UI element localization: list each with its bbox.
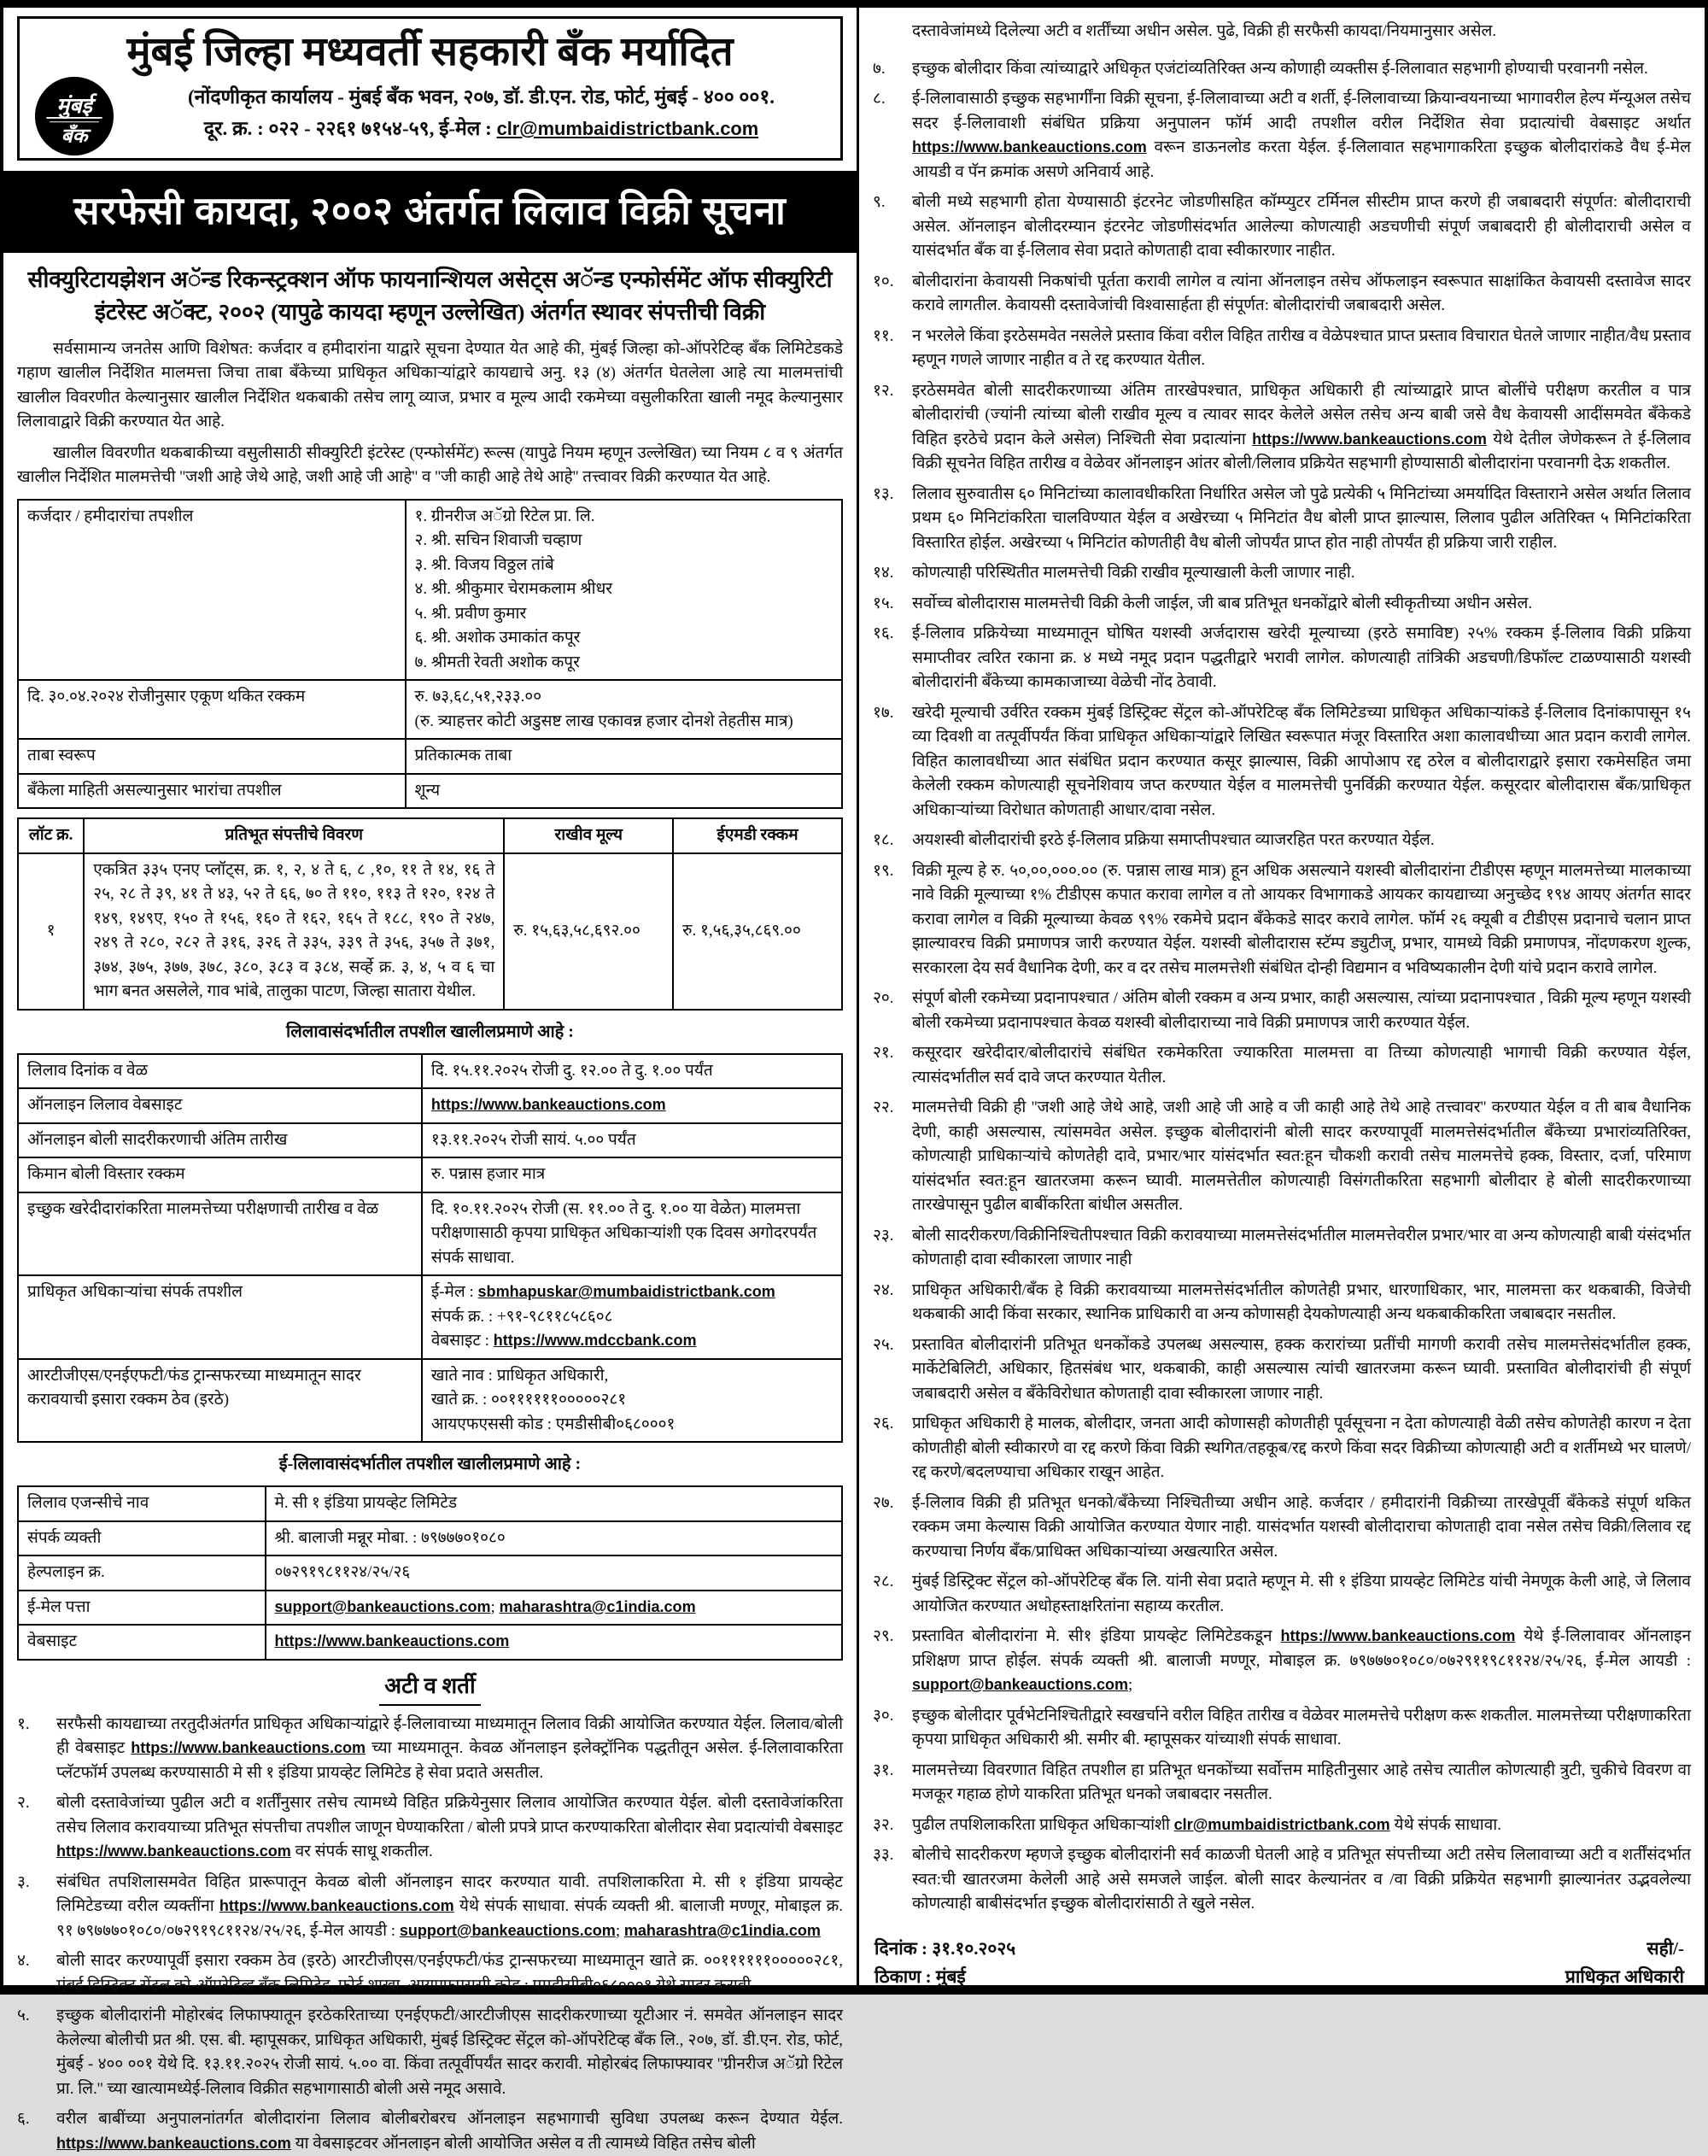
row-label-cell: किमान बोली विस्तार रक्कम (18, 1157, 422, 1192)
term-number: १९. (873, 861, 894, 880)
term-number: २०. (873, 989, 894, 1007)
term-number: ३२. (873, 1815, 894, 1834)
term-item (17, 1949, 843, 1998)
term-item (873, 622, 1691, 695)
property-description: एकत्रित ३३५ एनए प्लॉट्स, क्र. १, २, ४ ते ६, ८ ,१०, ११ ते १४, १६ ते २५, २८ ते ३९, ४१ ते ४३, ५२ ते ६६, ७० ते ११०, ११३ ते १२०, १२४ ते १४९, १४९ए, १५० ते १५६, १६० ते १६२, १६५ ते १८८, १९० ते २४७, २४९ ते २८०, २८२ ते ३१६, ३२६ ते ३३५, ३३९ ते ३५६, ३५७ ते ३७१, ३७४, ३७५, ३७७, ३७८, ३८०, ३८३ व ३८४, सर्व्हे क्र. ३, ४, ५ व ६ चा भाग बनत असलेले, गाव भांबे, तालुका पाटण, जिल्हा सातारा येथील. (84, 853, 504, 1010)
term-text: बोली दस्तावेजांच्या पुढील अटी व शर्तींनुसार तसेच त्यामध्ये विहित प्रक्रियेनुसार लिलाव आयोजित करण्यात येईल. बोली दस्तावेजांकरिता तसेच लिलाव करावयाच्या प्रतिभूत संपत्तीचा तपशील जाणून घेण्याकरिता / बोली प्रपत्रे प्राप्त करण्याकरिता बोलीदार सेवा प्रदात्यांची वेबसाइट https://www.bankeauctions.com वर संपर्क साधू शकतील. (56, 1794, 843, 1861)
link[interactable]: sbmhapuskar@mumbaidistrictbank.com (477, 1283, 775, 1301)
bank-contact-line: दूर. क्र. : ०२२ - २२६१ ७१५४-५९, ई-मेल : clr@mumbaidistrictbank.com (203, 118, 759, 140)
term-text: खरेदी मूल्याची उर्वरित रक्कम मुंबई डिस्ट्रिक्ट सेंट्रल को-ऑपरेटिव्ह बँक लिमिटेडच्या प्राधिकृत अधिकाऱ्यांकडे ई-लिलाव दिनांकापासून १५ व्या दिवशी वा तत्पूर्वीपर्यंत किंवा प्राधिकृत अधिकाऱ्यांद्वारे लिखित स्वरूपात मंजूर विस्तारित अशा कालावधीच्या आत प्रदान करावी लागेल. विहित कालावधीच्या आत संबंधित प्रदान करण्यात कसूर झाल्यास, विक्री आपोआप रद्द ठरेल व बोलीदाराद्वारे इसारा रकमेसहित जमा केलेली रक्कम कोणत्याही सूचनेशिवाय जप्त करण्यात येईल व मालमत्तेची पुनर्विक्री करण्यात येईल. कसूरदार बोलीदारास बँक/प्राधिकृत अधिकाऱ्यांच्या विरोधात कोणताही आधार/दावा नसेल. (912, 703, 1691, 819)
term-text: बोलीदारांना केवायसी निकषांची पूर्तता करावी लागेल व त्यांना ऑनलाइन तसेच ऑफलाइन स्वरूपात साक्षांकित केवायसी दस्तावेज सादर करावे लागतील. केवायसी दस्तावेजांची विश्वासार्हता ही संपूर्णत: बोलीदारांची जबाबदारी असेल. (912, 272, 1691, 314)
link[interactable]: maharashtra@c1india.com (499, 1597, 696, 1615)
table-row (18, 1486, 842, 1521)
eauction-details-title: ई-लिलावासंदर्भातील तपशील खालीलप्रमाणे आहे : (278, 1455, 582, 1474)
col-header-emd: ईएमडी रक्कम (673, 818, 842, 853)
term-number: १२. (873, 381, 894, 400)
term-item (873, 1843, 1691, 1917)
term-number: ११. (873, 326, 894, 345)
term-text: मुंबई डिस्ट्रिक्ट सेंट्रल को-ऑपरेटिव्ह बँक लि. यांनी सेवा प्रदाते म्हणून मे. सी १ इंडिया प्रायव्हेट लिमिटेड यांची नेमणूक केली आहे, जे लिलाव आयोजित करण्यात अधोहस्ताक्षरितांना सहाय्य करतील. (912, 1573, 1691, 1615)
term-item (873, 325, 1691, 373)
row-value-cell: प्रतिकात्मक ताबा (406, 739, 842, 774)
term-text: इच्छुक बोलीदार किंवा त्यांच्याद्वारे अधिकृत एजंटांव्यतिरिक्त अन्य कोणाही व्यक्तीस ई-लिलावात सहभागी होण्याची परवानगी नसेल. (912, 59, 1648, 78)
term-item (873, 1041, 1691, 1090)
row-label-cell: वेबसाइट (18, 1625, 266, 1660)
col-header-reserve-price: राखीव मूल्य (504, 818, 673, 853)
term-item (873, 1704, 1691, 1753)
link[interactable]: https://www.bankeauctions.com (56, 2134, 291, 2152)
terms-list-right (873, 51, 1691, 1923)
row-label-cell: इच्छुक खरेदीदारांकरिता मालमत्तेच्या परीक्षणाची तारीख व वेळ (18, 1192, 422, 1276)
authorised-officer: प्राधिकृत अधिकारी (1565, 1966, 1684, 1988)
term-text: ई-लिलावासाठी इच्छुक सहभार्गींना विक्री सूचना, ई-लिलावाच्या अटी व शर्ती, ई-लिलावाच्या क्रियान्वयनाच्या भागावरील हेल्प मॅन्यूअल तसेच सदर ई-लिलावाशी संबंधित प्रक्रिया अनुपालन फॉर्म आदी तपशील वरील निर्देशित सेवा प्रदात्यांची वेबसाइट अर्थात https://www.bankeauctions.com वरून डाऊनलोड करता येईल. ई-लिलावात सहभागाकरिता इच्छुक बोलीदारांकडे वैध ई-मेल आयडी व पॅन क्रमांक असणे अनिवार्य आहे. (912, 90, 1691, 181)
link[interactable]: https://www.bankeauctions.com (219, 1897, 454, 1915)
link[interactable]: https://www.bankeauctions.com (1280, 1627, 1516, 1644)
row-value-cell: दि. १०.११.२०२५ रोजी (स. ११.०० ते दु. १.०० या वेळेत) मालमत्ता परीक्षणासाठी कृपया प्राधिकृत अधिकाऱ्यांशी एक दिवस अगोदरपर्यंत संपर्क साधावा. (422, 1192, 842, 1276)
link[interactable]: support@bankeauctions.com (912, 1676, 1129, 1693)
row-label-cell: लिलाव एजन्सीचे नाव (18, 1486, 266, 1521)
right-column (859, 8, 1705, 1988)
term-number: २१. (873, 1044, 894, 1062)
term-item (873, 592, 1691, 617)
link[interactable]: clr@mumbaidistrictbank.com (1173, 1815, 1390, 1833)
term-item (873, 270, 1691, 319)
term-number: ८. (873, 90, 886, 108)
intro-paragraph-1: सर्वसामान्य जनतेस आणि विशेषत: कर्जदार व हमीदारांना याद्वारे सूचना देण्यात येत आहे की, मुंबई जिल्हा को-ऑपरेटिव्ह बँक लिमिटेडकडे गहाण खालील निर्देशित मालमत्ता जिचा ताबा बँकेच्या प्राधिकृत अधिकाऱ्यांद्वारे कायद्याचे अनु. १३ (४) अंतर्गत घेतलेला आहे त्या मालमत्तांची खालील विवरणीत केल्यानुसार खालील निर्देशित थकबाकी तसेच लागू व्याज, प्रभार व मूल्य आदी रकमेच्या वसुलीकरिता खाली नमूद केल्यानुसार लिलावाद्वारे विक्री करण्यात येत आहे. (17, 339, 843, 431)
row-value-cell: १. ग्रीनरीज अॅग्रो रिटेल प्रा. लि. २. श्री. सचिन शिवाजी चव्हाण ३. श्री. विजय विठ्ठल तांबे ४. श्री. श्रीकुमार चेरामकलाम श्रीधर ५. श्री. प्रवीण कुमार ६. श्री. अशोक उमाकांत कपूर ७. श्रीमती रेवती अशोक कपूर (406, 500, 842, 681)
term-text: न भरलेले किंवा इरठेसमवेत नसलेले प्रस्ताव किंवा वरील विहित तारीख व वेळेपश्चात प्राप्त प्रस्ताव विचारात घेतले जाणार नाहीत/वैध प्रस्ताव म्हणून गणले जाणार नाहीत व ते रद्द करण्यात येतील. (912, 326, 1691, 369)
term-text: कसूरदार खरेदीदार/बोलीदारांचे संबंधित रकमेकरिता ज्याकरिता मालमत्ता वा तिच्या कोणत्याही भागाची विक्री करण्यात येईल, त्यासंदर्भातील सर्व दावे जप्त करण्यात येतील. (912, 1044, 1691, 1087)
link[interactable]: https://www.mdccbank.com (493, 1332, 697, 1350)
term-item (873, 1759, 1691, 1807)
row-value-cell (266, 1625, 843, 1660)
auction-details-table (17, 1053, 843, 1444)
term-text: प्रस्तावित बोलीदारांना मे. सी१ इंडिया प्रायव्हेट लिमिटेडकडून https://www.bankeauctions.com येथे ई-लिलावावर ऑनलाइन प्रशिक्षण प्राप्त होईल. संपर्क व्यक्ती श्री. बालाजी मण्णूर, मोबाइल क्र. ७९७७७०१०८०/०७२९११९८११२४/२५/२६, ई-मेल आयडी : support@bankeauctions.com; (912, 1627, 1691, 1694)
row-label-cell: लिलाव दिनांक व वेळ (18, 1054, 422, 1089)
col-header-description: प्रतिभूत संपत्तीचे विवरण (84, 818, 504, 853)
term-text: पुढील तपशिलाकरिता प्राधिकृत अधिकाऱ्यांशी clr@mumbaidistrictbank.com येथे संपर्क साधावा. (912, 1815, 1501, 1834)
bank-registered-office: (नोंदणीकृत कार्यालय - मुंबई बँक भवन, २०७, डॉ. डी.एन. रोड, फोर्ट, मुंबई - ४०० ००१. (187, 85, 775, 108)
table-row (18, 1088, 842, 1123)
term-item (873, 829, 1691, 853)
row-label-cell: दि. ३०.०४.२०२४ रोजीनुसार एकूण थकित रक्कम (18, 680, 406, 739)
term-item (873, 1333, 1691, 1407)
link[interactable]: https://www.bankeauctions.com (430, 1096, 666, 1114)
term-text: प्राधिकृत अधिकारी हे मालक, बोलीदार, जनता आदी कोणासही कोणतीही पूर्वसूचना न देता कोणत्याही वेळी तसेच कोणतेही कारण न देता कोणतीही बोली स्वीकारणे वा रद्द करणे किंवा विक्री स्थगित/तहकूब/रद्द करणे किंवा सदर विक्रीच्या कोणत्याही अटी व शर्तीमध्ये भर घालणे/रद्द करणे/बदलण्याचा अधिकार राखून आहेत. (912, 1415, 1691, 1481)
row-value-cell: खाते नाव : प्राधिकृत अधिकारी, खाते क्र. : ००११११११०००००२८१ आयएफएससी कोड : एमडीसीबी०६८०००१ (422, 1359, 842, 1443)
logo-text-bottom: बँक (61, 124, 88, 147)
term-number: ९. (873, 193, 886, 211)
term-text: इरठेसमवेत बोली सादरीकरणाच्या अंतिम तारखेपश्चात, प्राधिकृत अधिकारी ही त्यांच्याद्वारे प्राप्त बोलींचे परीक्षण करतील व पात्र बोलीदारांची (ज्यांनी त्यांच्या बोली राखीव मूल्य व त्यावर सादर केलेले असेल तसेच अन्य बाबी जसे वैध केवायसी आदींसमवेत बँकेकडे विहित इरठेचे प्रदान केले असेल) निश्चिती सेवा प्रदात्यांना https://www.bankeauctions.com येथे देतील जेणेकरून ते ई-लिलाव विक्री सूचनेत विहित तारीख व वेळेवर ऑनलाइन आंतर बोली/लिलाव प्रक्रियेत सहभागी होण्यासाठी बोलीदारांना परवानगी देऊ शकतील. (912, 381, 1691, 472)
row-value-cell: support@bankeauctions.com; maharashtra@c1india.com (266, 1591, 843, 1626)
term-item (873, 701, 1691, 823)
term-item (17, 1871, 843, 1944)
row-value-cell: रु. पन्नास हजार मात्र (422, 1157, 842, 1192)
table-row (18, 1192, 842, 1276)
term-item (873, 57, 1691, 82)
term-item (17, 2004, 843, 2101)
row-value-cell: मे. सी १ इंडिया प्रायव्हेट लिमिटेड (266, 1486, 843, 1521)
table-row (18, 1359, 842, 1443)
row-label-cell: हेल्पलाइन क्र. (18, 1555, 266, 1591)
link[interactable]: https://www.bankeauctions.com (274, 1632, 510, 1650)
term-item (873, 1412, 1691, 1485)
link[interactable]: https://www.bankeauctions.com (131, 1739, 366, 1757)
row-value-cell (422, 1088, 842, 1123)
term-number: १८. (873, 831, 894, 849)
notice-footer (873, 1923, 1691, 1994)
term-number: २. (17, 1794, 30, 1813)
term-text: संपूर्ण बोली रकमेच्या प्रदानापश्चात / अंतिम बोली रक्कम व अन्य प्रभार, काही असल्यास, त्यांच्या प्रदानापश्चात , विक्री मूल्य म्हणून यशस्वी बोली रकमेच्या प्रदानापश्चात केवळ यशस्वी बोलीदाराच्या नावे विक्री प्रमाणपत्र जारी करण्यात येईल. (912, 989, 1691, 1032)
link[interactable]: clr@mumbaidistrictbank.com (496, 118, 759, 140)
table-row (18, 500, 842, 681)
table-header-row (18, 818, 842, 853)
term-text: सर्वोच्च बोलीदारास मालमत्तेची विक्री केली जाईल, जी बाब प्रतिभूत धनकोंद्वारे बोली स्वीकृतीच्या अधीन असेल. (912, 594, 1533, 612)
term-number: २९. (873, 1627, 894, 1645)
term-text: इच्छुक बोलीदार पूर्वभेटनिश्चितीद्वारे स्वखर्चाने वरील विहित तारीख व वेळेवर मालमत्तेचे परीक्षण करू शकतील. मालमत्तेच्या परीक्षणाकरिता कृपया प्राधिकृत अधिकारी श्री. समीर बी. म्हापूसकर यांच्याशी संपर्क साधावा. (912, 1706, 1691, 1749)
intro-paragraph-2: खालील विवरणीत थकबाकीच्या वसुलीसाठी सीक्युरिटी इंटरेस्ट (एन्फोर्समेंट) रूल्स (यापुढे नियम म्हणून उल्लेखित) च्या नियम ८ व ९ अंतर्गत खालील निर्देशित मालमत्तेची ''जशी आहे जेथे आहे, जशी आहे जी आहे'' व ''जी काही आहे तेथे आहे'' तत्त्वावर विक्री करण्यात येत आहे. (17, 443, 843, 487)
term-number: १७. (873, 703, 894, 722)
row-value-cell: ई-मेल : sbmhapuskar@mumbaidistrictbank.com संपर्क क्र. : +९१-९८११८५८६०८ वेबसाइट : https://www.mdccbank.com (422, 1275, 842, 1359)
term-text: इच्छुक बोलीदारांनी मोहोरबंद लिफाफ्यातून इरठेकरिताच्या एनईएफटी/आरटीजीएस सादरीकरणाच्या यूटीआर नं. समवेत ऑनलाइन सादर केलेल्या बोलीची प्रत श्री. एस. बी. म्हापूसकर, प्राधिकृत अधिकारी, मुंबई डिस्ट्रिक्ट सेंट्रल को-ऑपरेटिव्ह बँक लि., २०७, डॉ. डी.एन. रोड, फोर्ट, मुंबई - ४०० ००१ येथे दि. १३.११.२०२५ रोजी सायं. ५.०० वा. किंवा तत्पूर्वीपर्यंत सादर करावी. मोहोरबंद लिफाफ्यावर ''ग्रीनरीज अॅग्रो रिटेल प्रा. लि.'' च्या खात्यामध्येई-लिलाव विक्रीत सहभागासाठी बोली असे नमूद असावे. (56, 2007, 843, 2098)
bank-name: मुंबई जिल्हा मध्यवर्ती सहकारी बँक मर्यादित (126, 30, 734, 74)
term-item (17, 1791, 843, 1865)
term-6-continuation: दस्तावेजांमध्ये दिलेल्या अटी व शर्तींच्या अधीन असेल. पुढे, विक्री ही सरफैसी कायदा/नियमानुसार असेल. (912, 22, 1497, 40)
signature: सही/- (1647, 1937, 1684, 1959)
row-label-cell: प्राधिकृत अधिकाऱ्यांचा संपर्क तपशील (18, 1275, 422, 1359)
terms-list-left (17, 1713, 843, 2156)
logo-text-top: मुंबई (56, 95, 92, 119)
term-text: प्रस्तावित बोलीदारांनी प्रतिभूत धनकोंकडे उपलब्ध असल्यास, हक्क करारांच्या प्रतींची मागणी करावी तसेच मालमत्तेसंदर्भातील हक्क, मार्केटेबिलिटी, अधिकार, हितसंबंध भार, थकबाकी, काही असल्यास त्यांची खातरजमा करून घ्यावी. प्रस्तावित बोलीदारांची ही संपूर्ण जबाबदारी असेल व बँकेविरोधात कोणताही दावा स्वीकारला जाणार नाही. (912, 1335, 1691, 1403)
bank-logo-icon (33, 75, 115, 157)
term-item (873, 1279, 1691, 1327)
row-label-cell: ई-मेल पत्ता (18, 1591, 266, 1626)
term-text: संबंधित तपशिलासमवेत विहित प्रारूपातून केवळ बोली ऑनलाइन सादर करण्यात यावी. तपशिलाकरिता मे. सी १ इंडिया प्रायव्हेट लिमिटेडच्या वरील व्यक्तींना https://www.bankeauctions.com येथे संपर्क साधावा. संपर्क व्यक्ती श्री. बालाजी मण्णूर, मोबाइल क्र. ९१ ७९७७७०१०८०/०७२९१९८११२४/२५/२६, ई-मेल आयडी : support@bankeauctions.com; maharashtra@c1india.com (56, 1872, 843, 1940)
term-number: ४. (17, 1952, 30, 1971)
term-item (873, 859, 1691, 981)
term-text: बोलीचे सादरीकरण म्हणजे इच्छुक बोलीदारांनी सर्व काळजी घेतली आहे व प्रतिभूत संपत्तीच्या अटी तसेच लिलावाच्या अटी व शर्तींसंदर्भात स्वत:ची खातरजमा केलेली आहे असे समजले जाईल. बोली सादर केल्यानंतर व /वा विक्री प्रक्रियेत सहभागी झाल्यानंतर उद्भवलेल्या कोणत्याही बाबीसंदर्भात इच्छुक बोलीदारांसाठी ते खुले नसेल. (912, 1846, 1691, 1913)
table-row (18, 853, 842, 1010)
table-row (18, 1591, 842, 1626)
term-number: २६. (873, 1415, 894, 1432)
term-text: बोली सादरीकरण/विक्रीनिश्चितीपश्चात विक्री करावयाच्या मालमत्तेसंदर्भातील मालमत्तेवरील प्रभार/भार वा अन्य कोणत्याही बाबी यंसंदर्भात कोणताही दावा स्वीकारला जाणार नाही (912, 1226, 1691, 1268)
term-text: अयशस्वी बोलीदारांची इरठे ई-लिलाव प्रक्रिया समाप्तीपश्चात व्याजरहित परत करण्यात येईल. (912, 831, 1435, 849)
term-item (17, 2107, 843, 2156)
term-number: १. (17, 1714, 30, 1733)
term-number: ३. (17, 1872, 30, 1891)
term-number: १४. (873, 564, 894, 582)
term-number: २७. (873, 1493, 894, 1512)
term-text: सरफैसी कायद्याच्या तरतुदीअंतर्गत प्राधिकृत अधिकाऱ्यांद्वारे ई-लिलावाच्या माध्यमातून लिलाव विक्री आयोजित करण्यात येईल. लिलाव/बोली ही वेबसाइट https://www.bankeauctions.com च्या माध्यमातून. केवळ ऑनलाइन इलेक्ट्रॉनिक पद्धतीतून असेल. ई-लिलावाकरिता प्लॅटफॉर्म उपलब्ध करण्यासाठी मे सी १ इंडिया प्रायव्हेट लिमिटेड हे सेवा प्रदाते असतील. (56, 1714, 843, 1782)
term-item (873, 561, 1691, 586)
bank-header (17, 16, 843, 161)
row-value-cell: शून्य (406, 774, 842, 809)
link[interactable]: support@bankeauctions.com (399, 1921, 616, 1939)
term-number: २२. (873, 1099, 894, 1116)
term-item (17, 1713, 843, 1786)
row-value-cell: १३.११.२०२५ रोजी सायं. ५.०० पर्यंत (422, 1123, 842, 1158)
link[interactable]: https://www.bankeauctions.com (56, 1843, 291, 1860)
table-row (18, 1555, 842, 1591)
term-item (873, 1625, 1691, 1698)
row-label-cell: आरटीजीएस/एनईएफटी/फंड ट्रान्सफरच्या माध्यमातून सादर करावयाची इसारा रक्कम ठेव (इरठे) (18, 1359, 422, 1443)
term-number: ७. (873, 59, 886, 78)
term-text: ई-लिलाव प्रक्रियेच्या माध्यमातून घोषित यशस्वी अर्जदारास खरेदी मूल्याच्या (इरठे समाविष्ट) २५% रक्कम ई-लिलाव विक्री प्रक्रिया समाप्तीवर त्वरित रकाना क्र. ४ मध्ये नमूद प्रदान पद्धतीद्वारे भरावी लागेल. कोणत्याही तांत्रिकी अडचणी/डिफॉल्ट टाळण्यासाठी यशस्वी बोलीदारांनी बँकेच्या कामकाजाच्या वेळेची नोंद ठेवावी. (912, 624, 1691, 691)
term-item (873, 1096, 1691, 1218)
term-item (873, 1570, 1691, 1619)
term-number: ६. (17, 2110, 30, 2129)
term-text: मालमत्तेची विक्री ही ''जशी आहे जेथे आहे, जशी आहे जी आहे व जी काही आहे तेथे आहे तत्त्वावर'' करण्यात येईल व ती बाब वैधानिक देणी, काही असल्यास, त्यांसमवेत असेल. इच्छुक बोलीदारांनी बोली सादर करण्यापूर्वी मालमत्तेसंदर्भातील बँकेच्या प्रभारांव्यतिरिक्त, कोणत्याही प्राधिकाऱ्यांचे कोणतेही दावे, प्रभार/भार यांसंदर्भात स्वत:हून चौकशी करावी तसेच मालमत्तेचे हक्क, विस्तार, दर्जा, परिमाण यांसंदर्भात स्वत:हून खातरजमा करून घ्यावी. मालमत्तेतील कोणत्याही विसंगतीकरिता सहभागी बोलीदार हे बोली सादरीकरणाच्या तारखेपासून पुढील बाबींकरिता बांधील असतील. (912, 1099, 1691, 1214)
term-number: १६. (873, 624, 894, 642)
col-header-lot: लॉट क्र. (18, 818, 84, 853)
row-label-cell: ताबा स्वरूप (18, 739, 406, 774)
row-value-cell: रु. ७३,६८,५१,२३३.०० (रु. त्र्याहत्तर कोटी अडुसष्ट लाख एकावन्न हजार दोनशे तेहतीस मात्र) (406, 680, 842, 739)
term-number: २५. (873, 1335, 894, 1354)
table-row (18, 1521, 842, 1556)
term-number: ३३. (873, 1846, 894, 1864)
term-item (873, 1224, 1691, 1273)
term-text: लिलाव सुरुवातीस ६० मिनिटांच्या कालावधीकरिता निर्धारित असेल जो पुढे प्रत्येकी ५ मिनिटांच्या अमर्यादित विस्ताराने असेल अर्थात लिलाव प्रथम ६० मिनिटांकरिता चालविण्यात येईल व अखेरच्या ५ मिनिटांत वैध बोली प्राप्त झाल्यास, लिलाव पुढील अतिरिक्त ५ मिनिटांकरिता विस्तारित होईल. अखेरच्या ५ मिनिटांत कोणतीही वैध बोली जोपर्यंत प्राप्त होत नाही तोपर्यंत ही प्रक्रिया जारी राहील. (912, 484, 1691, 552)
secured-asset-table (17, 817, 843, 1011)
table-row (18, 774, 842, 809)
table-row (18, 1157, 842, 1192)
term-item (873, 1813, 1691, 1838)
row-label-cell: ऑनलाइन बोली सादरीकरणाची अंतिम तारीख (18, 1123, 422, 1158)
auction-details-title: लिलावासंदर्भातील तपशील खालीलप्रमाणे आहे : (286, 1022, 574, 1041)
term-number: १०. (873, 272, 894, 290)
borrower-details-table (17, 499, 843, 810)
terms-heading: अटी व शर्ती (17, 1669, 843, 1706)
term-number: ३१. (873, 1761, 894, 1779)
row-label-cell: ऑनलाइन लिलाव वेबसाइट (18, 1088, 422, 1123)
table-row (18, 739, 842, 774)
term-number: ५. (17, 2007, 30, 2025)
term-text: प्राधिकृत अधिकारी/बँक हे विक्री करावयाच्या मालमत्तेसंदर्भातील कोणतेही प्रभार, धारणाधिकार, भार, मालमत्ता कर थकबाकी, विजेची थकबाकी आदी किंवा सरकार, स्थानिक प्राधिकारी वा अन्य कोणासही देयकोणत्याही अन्य थकबाकीकरिता जबाबदार नसतील. (912, 1280, 1691, 1323)
reserve-price: रु. १५,६३,५८,६९२.०० (504, 853, 673, 1010)
term-text: ई-लिलाव विक्री ही प्रतिभूत धनको/बँकेच्या निश्चितीच्या अधीन आहे. कर्जदार / हमीदारांनी विक्रीच्या तारखेपूर्वी बँकेकडे संपूर्ण थकित रक्कम जमा केल्यास विक्री आयोजित करण्यात येणार नाही. यासंदर्भात यशस्वी बोलीदाराचा कोणताही दावा नसेल तसेच विक्री/लिलाव रद्द करण्याचा निर्णय बँक/प्राधिक्त अधिकाऱ्यांच्या अखत्यारित असेल. (912, 1493, 1691, 1561)
row-label-cell: संपर्क व्यक्ती (18, 1521, 266, 1556)
row-value-cell: श्री. बालाजी मन्नूर मोबा. : ७९७७७०१०८० (266, 1521, 843, 1556)
term-number: १३. (873, 484, 894, 503)
link[interactable]: https://www.bankeauctions.com (912, 138, 1147, 155)
term-text: बोली मध्ये सहभागी होता येण्यासाठी इंटरनेट जोडणीसहित कॉम्प्युटर टर्मिनल सीस्टीम प्राप्त करणे ही जबाबदारी संपूर्णत: बोलीदाराची असेल. ऑनलाइन बोलीदरम्यान इंटरनेट जोडणीसंदर्भात आलेल्या कोणत्याही अडचणीची संपूर्ण जबाबदारी ही बोलीदाराची असेल व यासंदर्भात बँक वा ई-लिलाव सेवा प्रदाते कोणताही दावा स्वीकारणार नाहीत. (912, 193, 1691, 260)
term-number: १५. (873, 594, 894, 612)
table-row (18, 1625, 842, 1660)
left-column (3, 8, 859, 2153)
term-item (873, 87, 1691, 185)
notice-date: दिनांक : ३१.१०.२०२५ (874, 1937, 1016, 1959)
table-row (18, 680, 842, 739)
term-number: २४. (873, 1280, 894, 1299)
notice-place: ठिकाण : मुंबई (874, 1966, 966, 1988)
act-title: सीक्युरिटायझेशन अॅन्ड रिकन्स्ट्रक्शन ऑफ फायनान्शियल असेट्स अॅन्ड एन्फोर्समेंट ऑफ सीक्युरिटी इंटरेस्ट अॅक्ट, २००२ (यापुढे कायदा म्हणून उल्लेखित) अंतर्गत स्थावर संपत्तीची विक्री (27, 266, 833, 325)
term-text: विक्री मूल्य हे रु. ५०,००,०००.०० (रु. पन्नास लाख मात्र) हून अधिक असल्याने यशस्वी बोलीदारांना टीडीएस म्हणून मालमत्तेच्या मालकाच्या नावे विक्री मूल्याच्या १% टीडीएस कपात करावा लागेल व तो आयकर विभागाकडे आयकर कायद्याच्या अनुच्छेद १९४ आयए अंतर्गत सादर करावा लागेल व विक्री मूल्याच्या केवळ ९९% रकमेचे प्रदान बँकेकडे सादर करावे लागेल. फॉर्म २६ क्यूबी व टीडीएस प्रदानाचे चलान प्राप्त झाल्यावरच विक्री प्रमाणपत्र जारी करण्यात येईल. यशस्वी बोलीदारास स्टॅम्प ड्युटीज्, प्रभार, यामध्ये विक्री प्रमाणपत्र, नोंदणकरण शुल्क, सरकारला देय सर्व वैधानिक देणी, कर व दर तसेच मालमत्तेशी संबंधित दोन्ही विद्यमान व भविष्यकालीन देणी यांचे प्रदान करावे लागेल. (912, 861, 1691, 977)
row-label-cell: बँकेला माहिती असल्यानुसार भारांचा तपशील (18, 774, 406, 809)
term-text: वरील बाबींच्या अनुपालनांतर्गत बोलीदारांना लिलाव बोलीबरोबरच ऑनलाइन सहभागाची सुविधा उपलब्ध करून देण्यात येईल. https://www.bankeauctions.com या वेबसाइटवर ऑनलाइन बोली आयोजित असेल व ती त्यामध्ये विहित तसेच बोली (56, 2110, 843, 2153)
term-item (873, 1491, 1691, 1565)
eauction-agency-table (17, 1485, 843, 1661)
row-label-cell: कर्जदार / हमीदारांचा तपशील (18, 500, 406, 681)
table-row (18, 1054, 842, 1089)
table-row (18, 1123, 842, 1158)
term-item (873, 483, 1691, 556)
term-item (873, 190, 1691, 264)
term-number: २८. (873, 1573, 894, 1591)
term-text: कोणत्याही परिस्थितीत मालमत्तेची विक्री राखीव मूल्याखाली केली जाणार नाही. (912, 564, 1355, 582)
term-item (873, 987, 1691, 1035)
term-text: बोली सादर करण्यापूर्वी इसारा रक्कम ठेव (इरठे) आरटीजीएस/एनईएफटी/फंड ट्रान्सफरच्या माध्यमातून खाते क्र. ००११११११०००००२८१, मुंबई डिस्ट्रिक्ट सेंट्रल को-ऑपरेटिव्ह बँक लिमिटेड, फोर्ट शाखा, आयएफएससी कोड : एमडीसीबी०६८०००१ येथे सादर करावी. (56, 1952, 843, 1995)
link[interactable]: https://www.bankeauctions.com (1252, 430, 1487, 448)
lot-number: १ (18, 853, 84, 1010)
term-number: २३. (873, 1226, 894, 1245)
term-number: ३०. (873, 1706, 894, 1725)
emd-amount: रु. १,५६,३५,८६९.०० (673, 853, 842, 1010)
sarfaesi-banner: सरफेसी कायदा, २००२ अंतर्गत लिलाव विक्री सूचना (3, 171, 857, 253)
table-row (18, 1275, 842, 1359)
term-item (873, 379, 1691, 477)
link[interactable]: maharashtra@c1india.com (623, 1921, 821, 1939)
term-text: मालमत्तेच्या विवरणात विहित तपशील हा प्रतिभूत धनकोंच्या सर्वोत्तम माहितीनुसार आहे तसेच त्यातील कोणत्याही त्रुटी, चुकीचे विवरण वा मजकूर गहाळ होणे याकरिता प्रतिभूत धनको जबाबदार नसतील. (912, 1761, 1691, 1803)
link[interactable]: support@bankeauctions.com (274, 1597, 491, 1615)
row-value-cell: दि. १५.११.२०२५ रोजी दु. १२.०० ते दु. १.०० पर्यंत (422, 1054, 842, 1089)
row-value-cell: ०७२९१९८११२४/२५/२६ (266, 1555, 843, 1591)
